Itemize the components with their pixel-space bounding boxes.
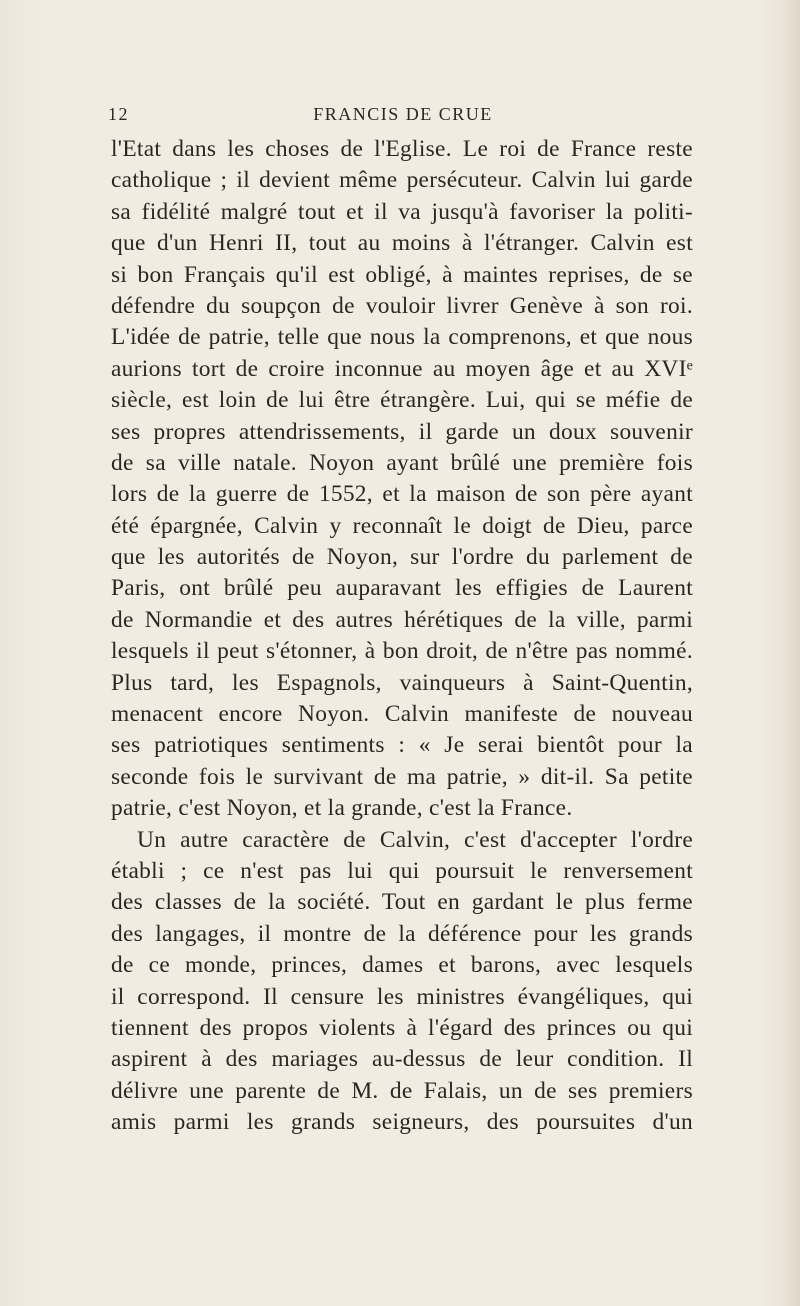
text-line: patrie, c'est Noyon, et la grande, c'est la France.	[111, 795, 573, 822]
text-line: de ce monde, princes, dames et barons, avec lesquels	[111, 952, 693, 979]
text-line: sa fidélité malgré tout et il va jusqu'à favoriser la politi-	[111, 198, 693, 225]
text-line: catholique ; il devient même persécuteur. Calvin lui garde	[111, 167, 693, 194]
text-line: aspirent à des mariages au-dessus de leur condition. Il	[111, 1046, 693, 1073]
text-line: tiennent des propos violents à l'égard des princes ou qui	[111, 1014, 693, 1041]
page-number: 12	[108, 104, 129, 124]
page-header	[108, 104, 698, 128]
text-line: que les autorités de Noyon, sur l'ordre du parlement de	[111, 544, 693, 571]
text-line: lesquels il peut s'étonner, à bon droit, de n'être pas nommé.	[111, 638, 693, 665]
text-line: défendre du soupçon de vouloir livrer Genève à son roi.	[111, 292, 693, 319]
text-line: l'Etat dans les choses de l'Eglise. Le roi de France reste	[111, 136, 693, 162]
text-line: amis parmi les grands seigneurs, des poursuites d'un	[111, 1109, 693, 1136]
page-edge-shadow	[782, 0, 800, 1306]
running-head: FRANCIS DE CRUE	[313, 104, 493, 124]
text-line: siècle, est loin de lui être étrangère. Lui, qui se méfie de	[111, 387, 693, 414]
text-line: il correspond. Il censure les ministres évangéliques, qui	[111, 983, 693, 1010]
body-text	[111, 134, 693, 1139]
text-line: seconde fois le survivant de ma patrie, » dit-il. Sa petite	[111, 763, 693, 790]
text-line: délivre une parente de M. de Falais, un de ses premiers	[111, 1077, 693, 1104]
text-line: Un autre caractère de Calvin, c'est d'accepter l'ordre	[137, 826, 693, 853]
text-line: aurions tort de croire inconnue au moyen âge et au XVIᵉ	[111, 355, 693, 382]
text-line: Paris, ont brûlé peu auparavant les effigies de Laurent	[111, 575, 693, 602]
text-line: que d'un Henri II, tout au moins à l'étranger. Calvin est	[111, 230, 693, 257]
text-line: des langages, il montre de la déférence pour les grands	[111, 920, 693, 947]
text-line: si bon Français qu'il est obligé, à maintes reprises, de se	[111, 261, 693, 288]
text-line: établi ; ce n'est pas lui qui poursuit le renversement	[111, 857, 693, 884]
text-line: Plus tard, les Espagnols, vainqueurs à Saint-Quentin,	[111, 669, 693, 696]
text-line: L'idée de patrie, telle que nous la comprenons, et que nous	[111, 324, 693, 351]
text-line: de sa ville natale. Noyon ayant brûlé une première fois	[111, 449, 693, 476]
text-line: lors de la guerre de 1552, et la maison de son père ayant	[111, 481, 693, 508]
text-line: des classes de la société. Tout en gardant le plus ferme	[111, 889, 693, 916]
text-line: ses propres attendrissements, il garde un doux souvenir	[111, 418, 693, 445]
text-line: ses patriotiques sentiments : « Je serai bientôt pour la	[111, 732, 693, 759]
text-line: été épargnée, Calvin y reconnaît le doigt de Dieu, parce	[111, 512, 693, 539]
text-line: menacent encore Noyon. Calvin manifeste de nouveau	[111, 701, 693, 728]
text-line: de Normandie et des autres hérétiques de la ville, parmi	[111, 606, 693, 633]
